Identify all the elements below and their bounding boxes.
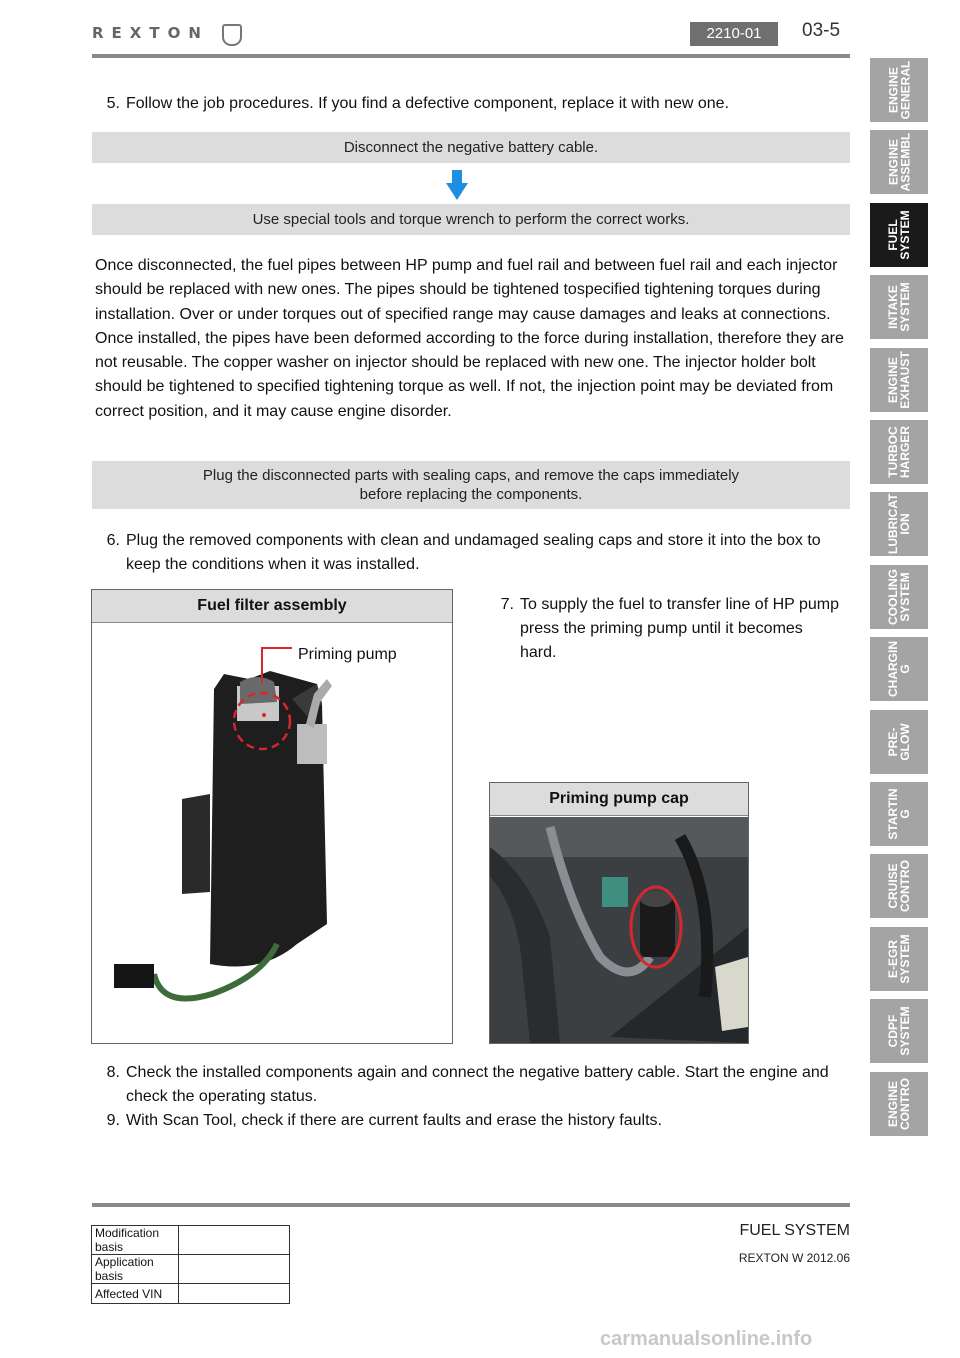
step-8 bbox=[96, 1061, 848, 1109]
table-row bbox=[92, 1284, 290, 1304]
step-text bbox=[126, 529, 821, 577]
revision-value bbox=[179, 1226, 290, 1255]
step-text bbox=[126, 1061, 829, 1109]
sidebar-tab-label: ENGINE ASSEMBL bbox=[886, 133, 913, 192]
revision-label: Application basis bbox=[92, 1255, 179, 1284]
step-line: keep the conditions when it was installed. bbox=[126, 556, 420, 573]
sidebar-tab-11[interactable] bbox=[870, 854, 928, 918]
step-number: 5. bbox=[106, 95, 120, 112]
step-text: Follow the job procedures. If you find a defective component, replace it with new one. bbox=[126, 95, 730, 112]
sidebar-tab-3[interactable] bbox=[870, 275, 928, 339]
note-line-1: Plug the disconnected parts with sealing caps, and remove the caps immediately bbox=[202, 467, 740, 484]
sidebar-tab-label: PRE- GLOW bbox=[886, 722, 912, 761]
revision-label: Modification basis bbox=[92, 1226, 179, 1255]
sidebar-tab-label: ENGINE CONTRO bbox=[886, 1077, 912, 1130]
engine-bay-photo bbox=[490, 817, 748, 1043]
step-line: check the operating status. bbox=[126, 1088, 318, 1105]
step-line: hard. bbox=[520, 644, 557, 661]
step-line: To supply the fuel to transfer line of HP pump bbox=[520, 596, 839, 613]
sidebar-tab-6[interactable] bbox=[870, 492, 928, 556]
step-number: 7. bbox=[500, 596, 514, 613]
priming-pump-label: Priming pump bbox=[298, 646, 397, 663]
sidebar-tab-label: ENGINE EXHAUST bbox=[886, 350, 912, 409]
footer-system-name: FUEL SYSTEM bbox=[739, 1222, 850, 1239]
footer-model: REXTON W 2012.06 bbox=[738, 1251, 850, 1265]
figure-fuel-filter bbox=[91, 589, 453, 1044]
sidebar-tab-label: CRUISE CONTRO bbox=[886, 860, 912, 913]
revision-value bbox=[179, 1255, 290, 1284]
step-9 bbox=[96, 1109, 848, 1133]
sidebar-tab-10[interactable] bbox=[870, 782, 928, 846]
sidebar-tab-4[interactable] bbox=[870, 348, 928, 412]
header-rule bbox=[92, 54, 850, 58]
sidebar-tab-label: CDPF SYSTEM bbox=[886, 1006, 912, 1056]
step-5 bbox=[96, 92, 848, 116]
brand-logo: REXTON bbox=[92, 24, 209, 42]
revision-value bbox=[179, 1284, 290, 1304]
sidebar-tab-label: LUBRICAT ION bbox=[886, 493, 912, 555]
step-7 bbox=[490, 593, 850, 665]
table-row bbox=[92, 1226, 290, 1255]
caution-paragraph: Once disconnected, the fuel pipes between HP pump and fuel rail and between fuel rail and each injector should be replaced with new ones. The pipes should be tightened tospecified tightening torques during installation. Over or under torques out of specified range may cause damages and leaks at connections. Once installed, the pipes have been deformed according to the force during installation, therefore they are not reusable. The copper washer on injector should be replaced with new one. The injector holder bolt should be tightened to specified tightening torque as well. If not, the injection point may be deviated from correct position, and it may cause engine disorder. bbox=[95, 257, 844, 420]
sidebar-tab-label: FUEL SYSTEM bbox=[886, 210, 912, 260]
sidebar-tab-1[interactable] bbox=[870, 130, 928, 194]
step-number: 8. bbox=[106, 1064, 120, 1081]
sidebar-tab-label: TURBOC HARGER bbox=[886, 426, 912, 479]
step-line: Plug the removed components with clean and undamaged sealing caps and store it into the box to bbox=[126, 532, 821, 549]
figure-priming-pump-cap bbox=[489, 782, 749, 1044]
watermark: carmanualsonline.info bbox=[600, 1328, 813, 1350]
sidebar-tab-14[interactable] bbox=[870, 1072, 928, 1136]
sidebar-tab-8[interactable] bbox=[870, 637, 928, 701]
step-6 bbox=[96, 529, 848, 577]
section-code-badge: 2210-01 bbox=[690, 22, 778, 46]
table-row bbox=[92, 1255, 290, 1284]
note-line-2: before replacing the components. bbox=[359, 486, 583, 503]
footer-rule bbox=[92, 1203, 850, 1207]
note-bar-disconnect: Disconnect the negative battery cable. bbox=[92, 132, 850, 163]
note-bar-special-tools: Use special tools and torque wrench to perform the correct works. bbox=[92, 204, 850, 235]
revision-label: Affected VIN bbox=[92, 1284, 179, 1304]
sidebar-tab-9[interactable] bbox=[870, 710, 928, 774]
figure-title: Fuel filter assembly bbox=[92, 590, 452, 623]
figure-title: Priming pump cap bbox=[490, 783, 748, 816]
step-text bbox=[520, 593, 839, 665]
sidebar-tab-label: INTAKE SYSTEM bbox=[886, 282, 912, 332]
sidebar-tab-12[interactable] bbox=[870, 927, 928, 991]
revision-table bbox=[91, 1225, 290, 1304]
step-line: press the priming pump until it becomes bbox=[520, 620, 803, 637]
sidebar-tab-0[interactable] bbox=[870, 58, 928, 122]
down-arrow-icon bbox=[446, 170, 468, 200]
note-bar-sealing-caps bbox=[92, 461, 850, 509]
fuel-filter-illustration bbox=[92, 624, 452, 1042]
step-number: 9. bbox=[106, 1112, 120, 1129]
sidebar-tab-label: E-EGR SYSTEM bbox=[886, 934, 912, 984]
sidebar-tab-label: STARTIN G bbox=[886, 788, 912, 840]
step-number: 6. bbox=[106, 532, 120, 549]
sidebar-tab-label: COOLING SYSTEM bbox=[886, 568, 912, 625]
sidebar-tab-5[interactable] bbox=[870, 420, 928, 484]
brand-emblem-icon bbox=[222, 24, 242, 46]
sidebar-tab-label: CHARGIN G bbox=[886, 641, 912, 698]
page-number: 03-5 bbox=[802, 20, 841, 41]
sidebar-tab-13[interactable] bbox=[870, 999, 928, 1063]
sidebar-tab-7[interactable] bbox=[870, 565, 928, 629]
step-text: With Scan Tool, check if there are current faults and erase the history faults. bbox=[126, 1112, 662, 1129]
sidebar-tab-label: ENGINE GENERAL bbox=[886, 60, 913, 120]
sidebar-tab-2[interactable] bbox=[870, 203, 928, 267]
step-line: Check the installed components again and connect the negative battery cable. Start the engine and bbox=[126, 1064, 829, 1081]
